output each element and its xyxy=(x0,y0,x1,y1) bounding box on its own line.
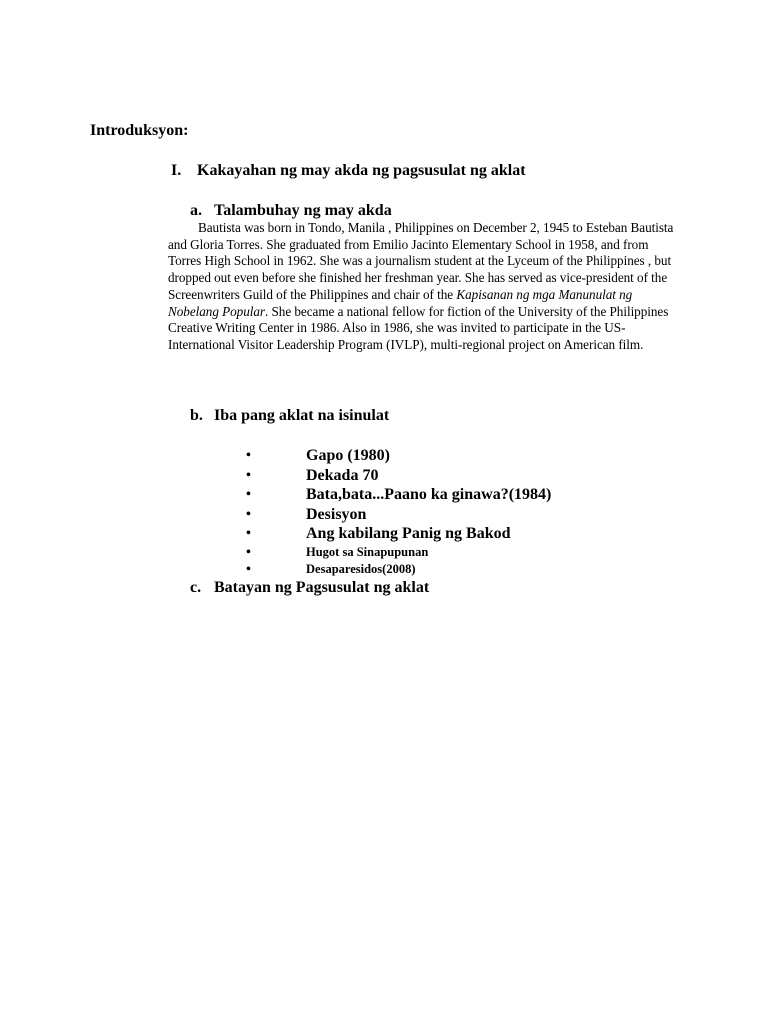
bio-text-2: . She became a national fellow for fiction of the University of the Philippines Creative Writing Center in 1986. Also in 1986, she was invited to participate in the US- International Visitor Leadership Program (IVLP), multi-regional project on American film. xyxy=(168,303,669,352)
subheading-title: Batayan ng Pagsusulat ng aklat xyxy=(214,579,430,596)
intro-heading: Introduksyon: xyxy=(90,122,189,139)
bio-italic-title: Kapisanan ng mga Manunulat ng Nobelang Popular xyxy=(168,286,633,319)
bio-text-1: Bautista was born in Tondo, Manila , Philippines on December 2, 1945 to Esteban Bautista and Gloria Torres. She graduated from Emilio Jacinto Elementary School in 1958, and from Torres High School in 1962. She was a journalism student at the Lyceum of the Philippines , but dropped out even before she finished her freshman year. She has served as vice-president of the Screenwriters Guild of the Philippines and chair of the xyxy=(168,220,674,302)
list-item xyxy=(246,466,551,486)
subheading-biography xyxy=(190,202,392,220)
subheading-title: Talambuhay ng may akda xyxy=(214,202,392,219)
list-item xyxy=(246,561,551,578)
list-item xyxy=(246,485,551,505)
biography-paragraph xyxy=(168,220,683,354)
book-title: Bata,bata...Paano ka ginawa?(1984) xyxy=(306,486,552,504)
book-title: Ang kabilang Panig ng Bakod xyxy=(306,525,511,543)
subheading-basis xyxy=(190,579,429,597)
subheading-letter: a. xyxy=(190,202,202,219)
book-title: Gapo (1980) xyxy=(306,447,390,464)
subheading-letter: c. xyxy=(190,579,202,596)
bullet: • xyxy=(246,544,251,560)
book-title: Desisyon xyxy=(306,505,367,523)
subheading-other-books xyxy=(190,407,389,425)
section-title: Kakayahan ng may akda ng pagsusulat ng aklat xyxy=(197,162,526,179)
list-item xyxy=(246,544,551,561)
list-item xyxy=(246,505,551,525)
book-title: Desaparesidos(2008) xyxy=(306,561,416,576)
list-item xyxy=(246,524,551,544)
book-title: Hugot sa Sinapupunan xyxy=(306,544,429,559)
bullet: • xyxy=(246,561,251,577)
bullet: • xyxy=(246,526,251,542)
section-number: I. xyxy=(171,162,182,179)
section-heading xyxy=(171,162,526,180)
subheading-title: Iba pang aklat na isinulat xyxy=(214,407,390,424)
subheading-letter: b. xyxy=(190,407,203,424)
bullet: • xyxy=(246,506,251,522)
bullet: • xyxy=(246,467,251,483)
book-title: Dekada 70 xyxy=(306,466,379,484)
list-item xyxy=(246,446,551,466)
bullet: • xyxy=(246,448,251,463)
bullet: • xyxy=(246,487,251,503)
book-list xyxy=(246,446,551,578)
